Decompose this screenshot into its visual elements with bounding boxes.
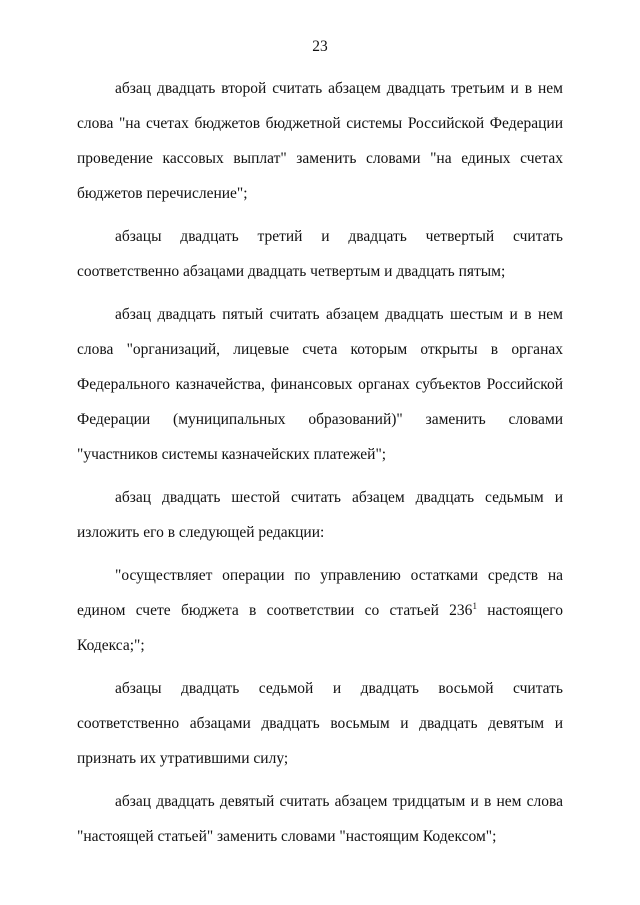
paragraph: абзац двадцать шестой считать абзацем двадцать седьмым и изложить его в следующей редакции: [77, 489, 563, 541]
paragraph-text: настоящего Кодекса;"; [77, 602, 563, 654]
superscript: 1 [472, 601, 477, 611]
document-body [77, 71, 563, 862]
paragraph: абзац двадцать второй считать абзацем двадцать третьим и в нем слова "на счетах бюджетов бюджетной системы Российской Федерации проведение кассовых выплат" заменить словами "на единых счетах бюджетов перечисление"; [77, 80, 563, 202]
paragraph [77, 558, 563, 663]
paragraph: абзацы двадцать третий и двадцать четвертый считать соответственно абзацами двадцать четвертым и двадцать пятым; [77, 228, 563, 280]
page-number: 23 [312, 38, 328, 55]
paragraph: абзац двадцать девятый считать абзацем тридцатым и в нем слова "настоящей статьей" заменить словами "настоящим Кодексом"; [77, 793, 563, 845]
paragraph: абзац двадцать пятый считать абзацем двадцать шестым и в нем слова "организаций, лицевые счета которым открыты в органах Федерального казначейства, финансовых органах субъектов Российской Федерации (муниципальных образований)" заменить словами "участников системы казначейских платежей"; [77, 306, 563, 463]
paragraph: абзацы двадцать седьмой и двадцать восьмой считать соответственно абзацами двадцать восьмым и двадцать девятым и признать их утратившими силу; [77, 680, 563, 767]
paragraph-text: "осуществляет операции по управлению остатками средств на едином счете бюджета в соответствии со статьей 236 [77, 567, 563, 619]
